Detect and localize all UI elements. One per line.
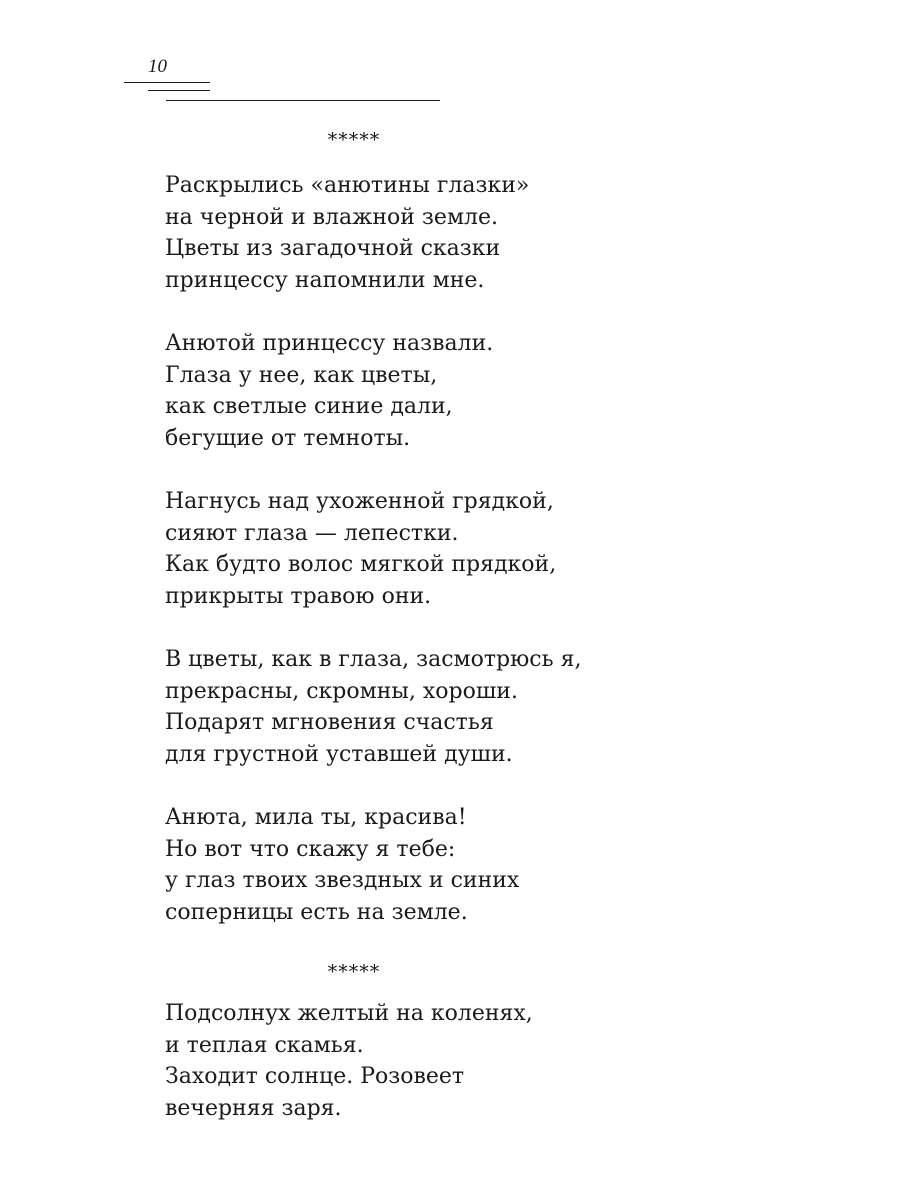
poem-line: Заходит солнце. Розовеет bbox=[165, 1064, 465, 1089]
stanza bbox=[165, 644, 581, 770]
poem-line: у глаз твоих звездных и синих bbox=[165, 868, 520, 893]
page-number: 10 bbox=[148, 56, 167, 77]
poem-line: и теплая скамья. bbox=[165, 1032, 364, 1058]
poem-line: Подсолнух желтый на коленях, bbox=[165, 1001, 533, 1026]
poem bbox=[165, 170, 581, 960]
poem-separator: ***** bbox=[327, 961, 381, 983]
poem-separator: ***** bbox=[327, 129, 381, 151]
poem-line: вечерняя заря. bbox=[165, 1095, 342, 1121]
poem-line: принцессу напомнили мне. bbox=[165, 267, 485, 293]
poem-line: Но вот что скажу я тебе: bbox=[165, 836, 456, 862]
stanza bbox=[165, 486, 581, 612]
header-rule-long bbox=[166, 100, 440, 101]
poem-line: Подарят мгновения счастья bbox=[165, 710, 494, 735]
poem-line: Нагнусь над ухоженной грядкой, bbox=[165, 489, 554, 514]
stanza bbox=[165, 170, 581, 296]
poem-line: Раскрылись «анютины глазки» bbox=[165, 173, 530, 198]
header-rule-top bbox=[124, 82, 210, 83]
poem-line: как светлые синие дали, bbox=[165, 394, 453, 419]
poem-line: соперницы есть на земле. bbox=[165, 899, 468, 925]
stanza bbox=[165, 328, 581, 454]
poem-line: прикрыты травою они. bbox=[165, 583, 432, 609]
poem-line: Глаза у нее, как цветы, bbox=[165, 362, 438, 388]
poem-line: Анюта, мила ты, красива! bbox=[165, 805, 467, 830]
poem-line: прекрасны, скромны, хороши. bbox=[165, 678, 518, 704]
stanza bbox=[165, 802, 581, 928]
poem-line: Как будто волос мягкой прядкой, bbox=[165, 552, 557, 577]
poem-line: для грустной уставшей души. bbox=[165, 741, 513, 767]
header-rule-middle bbox=[148, 90, 210, 91]
poem-line: Анютой принцессу назвали. bbox=[165, 331, 494, 356]
poem-line: на черной и влажной земле. bbox=[165, 204, 499, 230]
poem-line: сияют глаза — лепестки. bbox=[165, 520, 459, 546]
poem bbox=[165, 998, 533, 1156]
stanza bbox=[165, 998, 533, 1124]
poem-line: В цветы, как в глаза, засмотрюсь я, bbox=[165, 647, 582, 672]
poem-line: бегущие от темноты. bbox=[165, 425, 411, 451]
poem-line: Цветы из загадочной сказки bbox=[165, 236, 501, 261]
